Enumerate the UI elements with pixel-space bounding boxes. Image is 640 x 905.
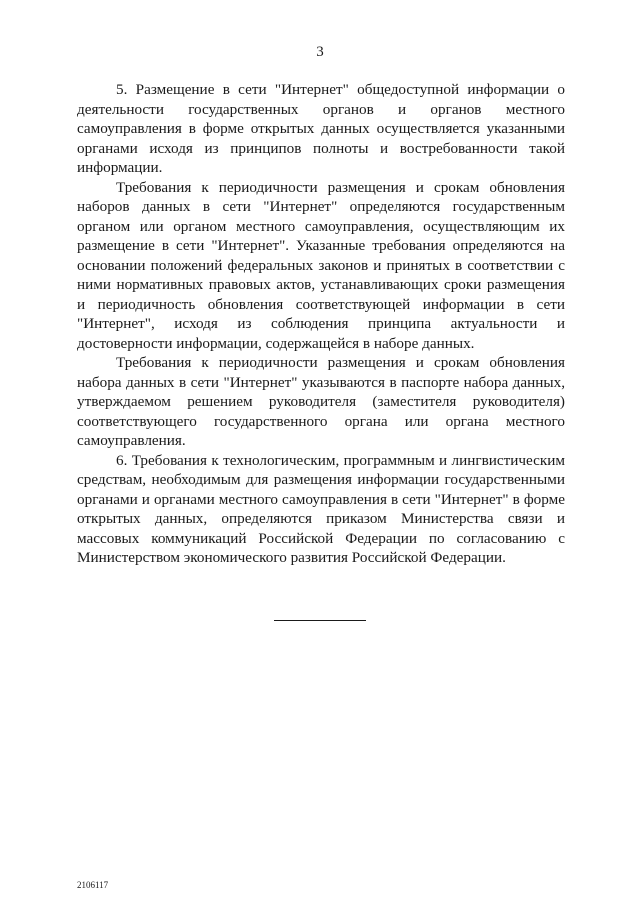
end-divider-line	[274, 620, 366, 621]
paragraph-update-requirements: Требования к периодичности размещения и срокам обновления наборов данных в сети "Интернет" определяются государственным органом или органом местного самоуправления, осуществляющим их размещение в сети "Интернет". Указанные требования определяются на основании положений федеральных законов и принятых в соответствии с ними нормативных правовых актов, устанавливающих сроки размещения и периодичность обновления соответствующей информации в сети "Интернет", исходя из соблюдения принципа актуальности и достоверности информации, содержащейся в наборе данных.	[77, 178, 565, 352]
paragraph-passport-requirements: Требования к периодичности размещения и срокам обновления набора данных в сети "Интернет" указываются в паспорте набора данных, утверждаемом решением руководителя (заместителя руководителя) соответствующего государственного органа или органа местного самоуправления.	[77, 354, 565, 449]
page-number: 3	[316, 44, 324, 60]
document-body	[77, 80, 565, 568]
document-code: 2106117	[77, 880, 109, 890]
paragraph-section-6: 6. Требования к технологическим, программным и лингвистическим средствам, необходимым для размещения информации государственными органами и органами местного самоуправления в сети "Интернет" в форме открытых данных, определяются приказом Министерства связи и массовых коммуникаций Российской Федерации по согласованию с Министерством экономического развития Российской Федерации.	[77, 451, 565, 566]
paragraph-section-5: 5. Размещение в сети "Интернет" общедоступной информации о деятельности государственных органов и органов местного самоуправления в форме открытых данных осуществляется указанными органами исходя из принципов полноты и востребованности такой информации.	[77, 81, 565, 176]
